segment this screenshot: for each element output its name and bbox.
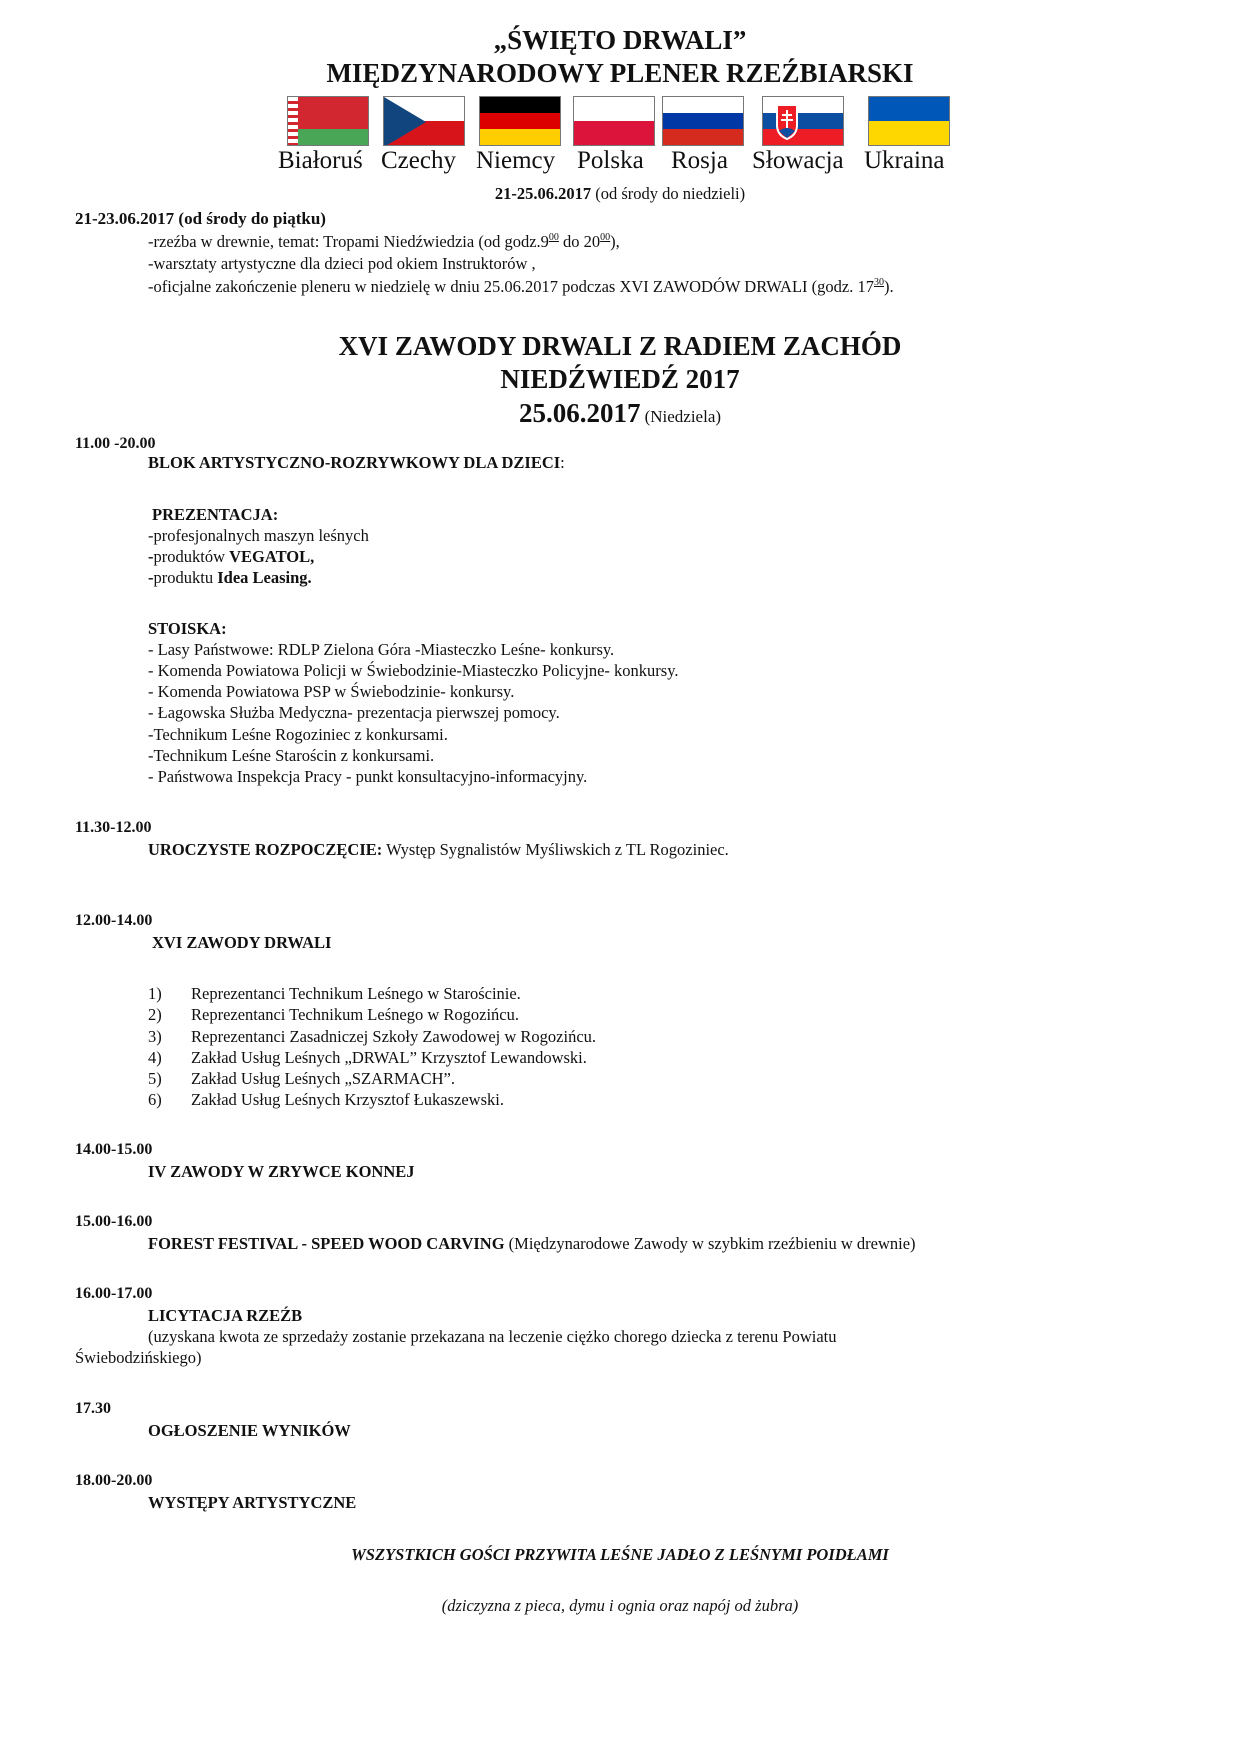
block4-heading: IV ZAWODY W ZRYWCE KONNEJ bbox=[148, 1162, 415, 1181]
block8-time: 18.00-20.00 bbox=[75, 1472, 153, 1489]
stoiska-item: - Państwowa Inspekcja Pracy - punkt konsultacyjno-informacyjny. bbox=[148, 767, 588, 786]
country-slovakia: Słowacja bbox=[752, 147, 844, 174]
block1-time: 11.00 -20.00 bbox=[75, 435, 156, 452]
plener-line-2: -warsztaty artystyczne dla dzieci pod okiem Instruktorów , bbox=[148, 254, 536, 273]
team-name: Zakład Usług Leśnych „DRWAL” Krzysztof Lewandowski. bbox=[191, 1048, 587, 1067]
germany-flag bbox=[479, 96, 561, 146]
prezentacja-item-3: -produktu Idea Leasing. bbox=[148, 568, 312, 587]
team-number: 5) bbox=[148, 1069, 162, 1088]
slovakia-flag bbox=[762, 96, 844, 146]
footer-line-2: (dziczyzna z pieca, dymu i ognia oraz napój od żubra) bbox=[441, 1596, 799, 1615]
block8-heading: WYSTĘPY ARTYSTYCZNE bbox=[148, 1493, 357, 1512]
block7-time: 17.30 bbox=[75, 1400, 111, 1417]
prezentacja-item-1: -profesjonalnych maszyn leśnych bbox=[148, 526, 369, 545]
team-number: 6) bbox=[148, 1090, 162, 1109]
stoiska-heading: STOISKA: bbox=[148, 619, 227, 638]
block2-time: 11.30-12.00 bbox=[75, 819, 152, 836]
team-number: 2) bbox=[148, 1005, 162, 1024]
footer-line-1: WSZYSTKICH GOŚCI PRZYWITA LEŚNE JADŁO Z LEŚNYMI POIDŁAMI bbox=[351, 1545, 889, 1564]
team-number: 1) bbox=[148, 984, 162, 1003]
stoiska-item: -Technikum Leśne Rogoziniec z konkursami. bbox=[148, 725, 448, 744]
block3-time: 12.00-14.00 bbox=[75, 912, 153, 929]
contest-date: 25.06.2017 (Niedziela) bbox=[518, 398, 722, 428]
poland-flag bbox=[573, 96, 655, 146]
block5-line: FOREST FESTIVAL - SPEED WOOD CARVING (Międzynarodowe Zawody w szybkim rzeźbieniu w drewnie) bbox=[148, 1234, 916, 1253]
block2-line: UROCZYSTE ROZPOCZĘCIE: Występ Sygnalistów Myśliwskich z TL Rogoziniec. bbox=[148, 840, 729, 859]
contest-title-1: XVI ZAWODY DRWALI Z RADIEM ZACHÓD bbox=[338, 331, 902, 361]
block6-text-1: (uzyskana kwota ze sprzedaży zostanie przekazana na leczenie ciężko chorego dziecka z terenu Powiatu bbox=[148, 1327, 837, 1346]
block6-time: 16.00-17.00 bbox=[75, 1285, 153, 1302]
russia-flag bbox=[662, 96, 744, 146]
ukraine-flag bbox=[868, 96, 950, 146]
plener-line-1: -rzeźba w drewnie, temat: Tropami Niedźwiedzia (od $godz.9^{00}$ do $20^{00}$), bbox=[148, 232, 620, 251]
stoiska-item: - Łagowska Służba Medyczna- prezentacja pierwszej pomocy. bbox=[148, 703, 560, 722]
block7-heading: OGŁOSZENIE WYNIKÓW bbox=[148, 1421, 351, 1440]
czech-flag bbox=[383, 96, 465, 146]
team-number: 4) bbox=[148, 1048, 162, 1067]
prezentacja-item-2: -produktów VEGATOL, bbox=[148, 547, 315, 566]
plener-line-3: -oficjalne zakończenie pleneru w niedzielę w dniu 25.06.2017 podczas XVI ZAWODÓW DRWALI (godz. $17^{30}$). bbox=[148, 277, 894, 296]
block6-heading: LICYTACJA RZEŹB bbox=[148, 1306, 303, 1325]
team-name: Reprezentanci Technikum Leśnego w Starościnie. bbox=[191, 984, 521, 1003]
stoiska-item: - Komenda Powiatowa Policji w Świebodzinie-Miasteczko Policyjne- konkursy. bbox=[148, 661, 679, 680]
country-czech: Czechy bbox=[381, 147, 456, 174]
country-russia: Rosja bbox=[671, 147, 728, 174]
country-belarus: Białoruś bbox=[278, 147, 363, 174]
country-ukraine: Ukraina bbox=[864, 147, 945, 174]
plener-days: 21-23.06.2017 (od środy do piątku) bbox=[75, 209, 326, 228]
country-germany: Niemcy bbox=[476, 147, 556, 174]
block3-heading: XVI ZAWODY DRWALI bbox=[152, 933, 332, 952]
stoiska-item: - Komenda Powiatowa PSP w Świebodzinie- konkursy. bbox=[148, 682, 515, 701]
block1-heading: BLOK ARTYSTYCZNO-ROZRYWKOWY DLA DZIECI: bbox=[148, 453, 565, 472]
block6-text-2: Świebodzińskiego) bbox=[75, 1348, 202, 1367]
prezentacja-heading: PREZENTACJA: bbox=[152, 505, 279, 524]
team-name: Zakład Usług Leśnych „SZARMACH”. bbox=[191, 1069, 455, 1088]
plener-dates: 21-25.06.2017 (od środy do niedzieli) bbox=[494, 184, 746, 203]
team-name: Reprezentanci Zasadniczej Szkoły Zawodowej w Rogozińcu. bbox=[191, 1027, 597, 1046]
contest-title-2: NIEDŹWIEDŹ 2017 bbox=[500, 364, 740, 394]
country-poland: Polska bbox=[577, 147, 644, 174]
team-name: Reprezentanci Technikum Leśnego w Rogozińcu. bbox=[191, 1005, 519, 1024]
block5-time: 15.00-16.00 bbox=[75, 1213, 153, 1230]
team-name: Zakład Usług Leśnych Krzysztof Łukaszewski. bbox=[191, 1090, 504, 1109]
title-line-2: MIĘDZYNARODOWY PLENER RZEŹBIARSKI bbox=[326, 58, 914, 88]
stoiska-item: - Lasy Państwowe: RDLP Zielona Góra -Miasteczko Leśne- konkursy. bbox=[148, 640, 615, 659]
stoiska-item: -Technikum Leśne Starościn z konkursami. bbox=[148, 746, 435, 765]
block4-time: 14.00-15.00 bbox=[75, 1141, 153, 1158]
belarus-flag bbox=[287, 96, 369, 146]
title-line-1: „ŚWIĘTO DRWALI” bbox=[493, 25, 747, 55]
team-number: 3) bbox=[148, 1027, 162, 1046]
